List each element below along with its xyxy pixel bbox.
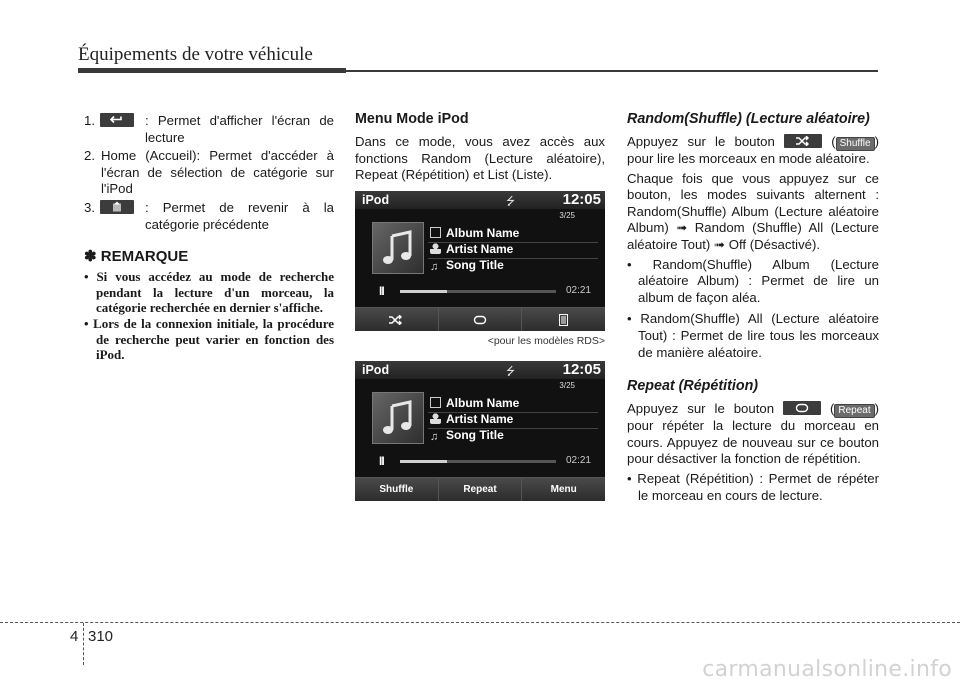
list-softkey	[522, 307, 605, 331]
album-art	[372, 392, 424, 444]
artist-name: Artist Name	[446, 242, 514, 256]
shuffle-softkey	[355, 307, 439, 331]
album-icon	[430, 227, 441, 238]
shuffle-text-a: Appuyez sur le bouton	[627, 134, 775, 149]
item-text: : Permet d'afficher l'écran de lecture	[145, 113, 334, 145]
person-icon	[430, 243, 441, 254]
repeat-icon	[783, 401, 821, 415]
song-note-icon: ♫	[430, 261, 439, 273]
repeat-badge: Repeat	[834, 404, 874, 418]
footer-rule	[0, 622, 960, 623]
progress-fill	[400, 290, 447, 293]
shuffle-badge: Shuffle	[836, 137, 875, 151]
page-header-title: Équipements de votre véhicule	[78, 44, 313, 65]
artist-row	[430, 412, 513, 426]
section-paragraph: Dans ce mode, vous avez accès aux fonctions Random (Lecture aléatoire), Repeat (Répétition) et List (Liste).	[355, 134, 605, 183]
back-arrow-icon	[100, 113, 134, 127]
song-title: Song Title	[446, 428, 504, 442]
softkey-bar	[355, 307, 605, 331]
screen-title: iPod	[362, 193, 390, 207]
item-text: Home (Accueil): Permet d'accéder à l'écran de sélection de catégorie sur l'iPod	[101, 148, 334, 197]
column-middle	[355, 111, 605, 187]
pause-icon: II	[379, 284, 384, 298]
album-name: Album Name	[446, 226, 520, 240]
item-text: : Permet de revenir à la catégorie précédente	[145, 199, 334, 232]
repeat-softkey	[439, 307, 523, 331]
album-icon	[430, 397, 441, 408]
list-item-category	[84, 200, 334, 233]
shuffle-text-b: pour lire les morceaux en mode aléatoire.	[627, 151, 870, 166]
item-number: 1.	[84, 113, 95, 128]
elapsed-time: 02:21	[565, 285, 591, 296]
section-title-ipod-menu: Menu Mode iPod	[355, 111, 469, 127]
screen-clock: 12:05	[562, 361, 601, 378]
music-note-icon	[383, 230, 413, 266]
page-number: 310	[88, 628, 114, 645]
track-counter: 3/25	[559, 211, 575, 220]
shuffle-paragraph-2: Chaque fois que vous appuyez sur ce bouton, les modes suivants alternent : Random(Shuffle) Album (Lecture aléatoire Album) ➟ Random (Shuffle) All (Lecture aléatoire Tout) ➟ Off (Désactivé).	[627, 170, 879, 252]
song-row	[430, 258, 504, 273]
elapsed-time: 02:21	[565, 455, 591, 466]
column-right	[627, 111, 879, 509]
section-title-shuffle: Random(Shuffle) (Lecture aléatoire)	[627, 111, 870, 127]
shuffle-bullet-all: • Random(Shuffle) All (Lecture aléatoire Tout) : Permet de lire tous les morceaux de manière aléatoire.	[627, 311, 879, 360]
ipod-screen-icons	[355, 191, 605, 331]
list-icon	[559, 314, 568, 326]
category-up-icon	[100, 200, 134, 214]
column-left	[84, 113, 334, 363]
repeat-bullet: • Repeat (Répétition) : Permet de répéter le morceau en cours de lecture.	[627, 470, 879, 503]
header-rule-thick	[78, 68, 346, 73]
item-number: 2.	[84, 148, 95, 164]
shuffle-softkey: Shuffle	[355, 477, 439, 501]
shuffle-icon	[389, 315, 403, 325]
track-counter: 3/25	[559, 381, 575, 390]
softkey-bar	[355, 477, 605, 501]
repeat-text-a: Appuyez sur le bouton	[627, 401, 775, 417]
repeat-paragraph-1: Appuyez sur le bouton ( Repeat ) pour répéter la lecture du morceau en cours. Appuyez de nouveau sur ce bouton pour désactiver la fonction de répétition.	[627, 401, 880, 467]
header-rule-thin	[346, 70, 878, 72]
album-name: Album Name	[446, 396, 520, 410]
repeat-icon	[473, 315, 487, 325]
menu-softkey: Menu	[522, 477, 605, 501]
progress-bar	[400, 290, 556, 293]
pause-icon: II	[379, 454, 384, 468]
album-row	[430, 396, 519, 410]
song-note-icon: ♫	[430, 431, 439, 443]
image-caption: <pour les modèles RDS>	[487, 335, 605, 347]
artist-name: Artist Name	[446, 412, 514, 426]
shuffle-paragraph-1: Appuyez sur le bouton ( Shuffle ) pour lire les morceaux en mode aléatoire.	[627, 134, 879, 166]
list-item-home	[84, 148, 334, 198]
repeat-softkey: Repeat	[439, 477, 523, 501]
watermark: carmanualsonline.info	[702, 657, 952, 682]
artist-row	[430, 242, 513, 256]
remark-item: • Si vous accédez au mode de recherche pendant la lecture d'un morceau, la catégorie recherchée en dernier s'affiche.	[84, 269, 334, 316]
remark-title: ✽ REMARQUE	[84, 248, 189, 266]
shuffle-icon	[784, 134, 822, 148]
chapter-number: 4	[70, 628, 79, 645]
progress-bar	[400, 460, 556, 463]
repeat-text-b: pour répéter la lecture du morceau en cours. Appuyez de nouveau sur ce bouton pour désactiver la fonction de répétition.	[627, 418, 879, 467]
footer-divider	[83, 623, 84, 665]
album-row	[430, 226, 519, 240]
ipod-screen-rds	[355, 361, 605, 501]
remark-list	[84, 269, 334, 363]
item-number: 3.	[84, 199, 95, 215]
album-art	[372, 222, 424, 274]
usb-icon: ⭍	[506, 196, 516, 208]
song-row	[430, 428, 504, 443]
shuffle-bullet-album: • Random(Shuffle) Album (Lecture aléatoire Album) : Permet de lire un album de façon aléa.	[627, 256, 879, 305]
screen-title: iPod	[362, 363, 390, 377]
section-title-repeat: Repeat (Répétition)	[627, 378, 759, 395]
person-icon	[430, 413, 441, 424]
progress-fill	[400, 460, 447, 463]
screen-clock: 12:05	[562, 191, 601, 208]
list-item-back	[84, 113, 334, 146]
usb-icon: ⭍	[506, 366, 516, 378]
song-title: Song Title	[446, 258, 504, 272]
remark-item: • Lors de la connexion initiale, la procédure de recherche peut varier en fonction des iPod.	[84, 315, 334, 363]
music-note-icon	[383, 400, 413, 436]
